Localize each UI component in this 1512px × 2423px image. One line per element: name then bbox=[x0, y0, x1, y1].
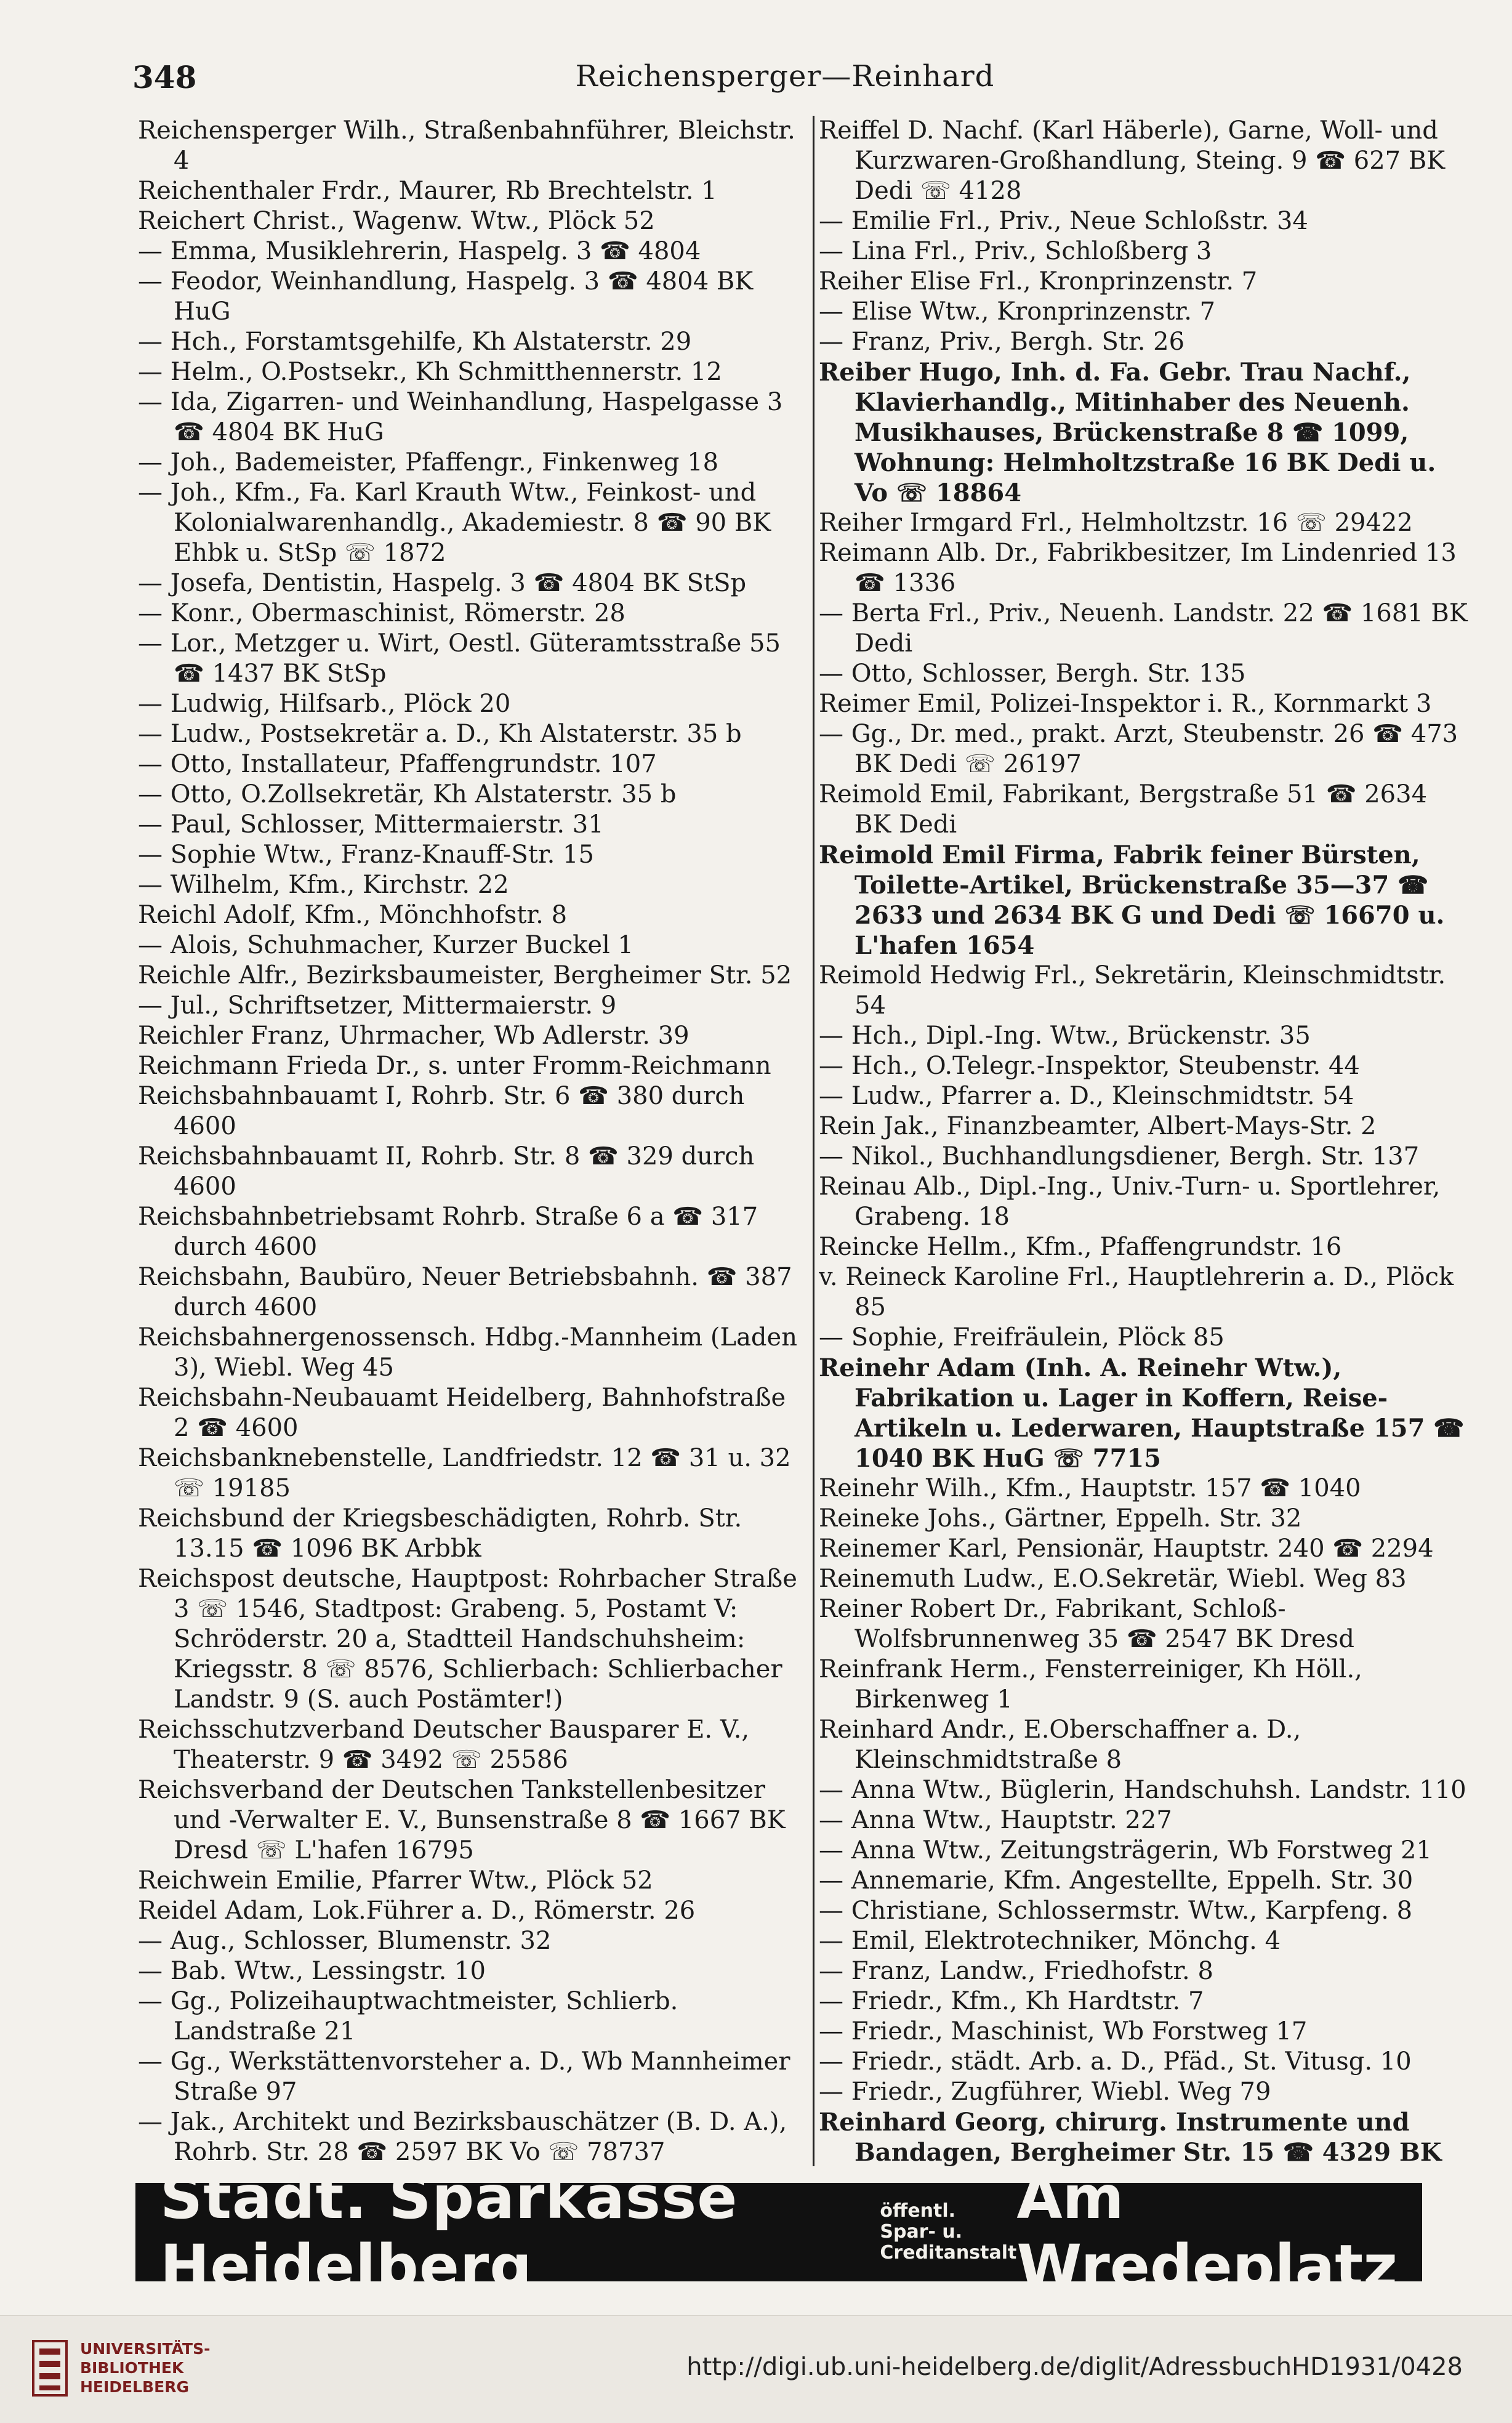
directory-entry: — Emma, Musiklehrerin, Haspelg. 3 ☎ 4804 bbox=[138, 237, 701, 265]
directory-entry: Reichert Christ., Wagenw. Wtw., Plöck 52 bbox=[138, 207, 655, 235]
directory-entry: Reinfrank Herm., Fensterreiniger, Kh Höll., Birkenweg 1 bbox=[819, 1655, 1362, 1714]
directory-entry: v. Reineck Karoline Frl., Hauptlehrerin a. D., Plöck 85 bbox=[819, 1263, 1454, 1321]
banner-small-line2: Creditanstalt bbox=[880, 2242, 1017, 2264]
directory-entry: Reiner Robert Dr., Fabrikant, Schloß-Wolfsbrunnenweg 35 ☎ 2547 BK Dresd bbox=[819, 1595, 1354, 1653]
directory-entry: — Friedr., Maschinist, Wb Forstweg 17 bbox=[819, 2017, 1308, 2046]
sparkasse-advert-banner bbox=[135, 2163, 1422, 2301]
directory-entry: Reinehr Wilh., Kfm., Hauptstr. 157 ☎ 1040 bbox=[819, 1474, 1361, 1502]
library-name bbox=[80, 2339, 210, 2397]
directory-entry: — Ida, Zigarren- und Weinhandlung, Haspelgasse 3 ☎ 4804 BK HuG bbox=[138, 388, 783, 446]
directory-entry: Reichsbund der Kriegsbeschädigten, Rohrb. Str. 13.15 ☎ 1096 BK Arbbk bbox=[138, 1504, 742, 1563]
directory-entry: Reimold Hedwig Frl., Sekretärin, Kleinschmidtstr. 54 bbox=[819, 961, 1446, 1020]
directory-entry: — Anna Wtw., Hauptstr. 227 bbox=[819, 1806, 1172, 1834]
directory-entry: Reinemuth Ludw., E.O.Sekretär, Wiebl. Weg 83 bbox=[819, 1565, 1407, 1593]
directory-entry: Reichsverband der Deutschen Tankstellenbesitzer und -Verwalter E. V., Bunsenstraße 8 ☎ 1667 BK Dresd ☏ L'hafen 16795 bbox=[138, 1776, 786, 1865]
permalink-url[interactable]: http://digi.ub.uni-heidelberg.de/diglit/AdressbuchHD1931/0428 bbox=[686, 2353, 1463, 2381]
directory-entry: — Friedr., städt. Arb. a. D., Pfäd., St. Vitusg. 10 bbox=[819, 2047, 1412, 2076]
directory-entry: — Franz, Landw., Friedhofstr. 8 bbox=[819, 1957, 1213, 1985]
directory-entry: Reichsbahnbauamt II, Rohrb. Str. 8 ☎ 329 durch 4600 bbox=[138, 1142, 755, 1201]
directory-entry: Reichsbahnbauamt I, Rohrb. Str. 6 ☎ 380 durch 4600 bbox=[138, 1082, 745, 1140]
directory-entry: Reichsbanknebenstelle, Landfriedstr. 12 ☎ 31 u. 32 ☏ 19185 bbox=[138, 1444, 791, 1502]
directory-entry: — Emilie Frl., Priv., Neue Schloßstr. 34 bbox=[819, 207, 1308, 235]
directory-entry: — Annemarie, Kfm. Angestellte, Eppelh. Str. 30 bbox=[819, 1866, 1413, 1895]
right-column bbox=[819, 116, 1471, 2166]
directory-entry: Reineke Johs., Gärtner, Eppelh. Str. 32 bbox=[819, 1504, 1302, 1533]
directory-entry: — Nikol., Buchhandlungsdiener, Bergh. Str. 137 bbox=[819, 1142, 1420, 1171]
directory-entry: — Elise Wtw., Kronprinzenstr. 7 bbox=[819, 297, 1216, 326]
directory-entry: Reichle Alfr., Bezirksbaumeister, Bergheimer Str. 52 bbox=[138, 961, 792, 990]
directory-entry: — Ludwig, Hilfsarb., Plöck 20 bbox=[138, 690, 511, 718]
directory-entry: Reimer Emil, Polizei-Inspektor i. R., Kornmarkt 3 bbox=[819, 690, 1432, 718]
directory-entry: Reichsbahnergenossensch. Hdbg.-Mannheim (Laden 3), Wiebl. Weg 45 bbox=[138, 1323, 797, 1382]
directory-entry: — Gg., Polizeihauptwachtmeister, Schlierb. Landstraße 21 bbox=[138, 1987, 678, 2046]
directory-entry: Reidel Adam, Lok.Führer a. D., Römerstr. 26 bbox=[138, 1897, 696, 1925]
directory-entry: — Bab. Wtw., Lessingstr. 10 bbox=[138, 1957, 486, 1985]
directory-entry: Reichensperger Wilh., Straßenbahnführer, Bleichstr. 4 bbox=[138, 116, 795, 175]
library-seal-icon bbox=[32, 2340, 68, 2397]
running-head: Reichensperger—Reinhard bbox=[575, 59, 995, 94]
directory-entry: Reimann Alb. Dr., Fabrikbesitzer, Im Lindenried 13 ☎ 1336 bbox=[819, 539, 1457, 597]
directory-entry-bold: Reiber Hugo, Inh. d. Fa. Gebr. Trau Nachf., Klavierhandlg., Mitinhaber des Neuenh. Musikhauses, Brückenstraße 8 ☎ 1099, Wohnung: Helmholtzstraße 16 BK Dedi u. Vo ☏ 18864 bbox=[819, 358, 1436, 507]
left-column bbox=[138, 116, 808, 2166]
directory-entry: — Lina Frl., Priv., Schloßberg 3 bbox=[819, 237, 1212, 265]
directory-entry: Reichl Adolf, Kfm., Mönchhofstr. 8 bbox=[138, 901, 568, 929]
directory-entry: — Christiane, Schlossermstr. Wtw., Karpfeng. 8 bbox=[819, 1897, 1413, 1925]
banner-small-text bbox=[880, 2201, 1016, 2264]
directory-entry: Reichenthaler Frdr., Maurer, Rb Brechtelstr. 1 bbox=[138, 177, 717, 205]
library-logo[interactable] bbox=[32, 2339, 210, 2397]
directory-entry: — Helm., O.Postsekr., Kh Schmitthennerstr. 12 bbox=[138, 358, 722, 386]
directory-entry: Reichsbahn-Neubauamt Heidelberg, Bahnhofstraße 2 ☎ 4600 bbox=[138, 1384, 786, 1442]
directory-entry: — Friedr., Zugführer, Wiebl. Weg 79 bbox=[819, 2078, 1271, 2106]
directory-entry: — Hch., Dipl.-Ing. Wtw., Brückenstr. 35 bbox=[819, 1022, 1311, 1050]
directory-entry: — Gg., Werkstättenvorsteher a. D., Wb Mannheimer Straße 97 bbox=[138, 2047, 790, 2106]
column-divider bbox=[813, 116, 814, 2166]
directory-entry: Reinemer Karl, Pensionär, Hauptstr. 240 ☎ 2294 bbox=[819, 1534, 1434, 1563]
directory-entry: Reichwein Emilie, Pfarrer Wtw., Plöck 52 bbox=[138, 1866, 653, 1895]
page-number: 348 bbox=[132, 59, 197, 95]
directory-entry: — Aug., Schlosser, Blumenstr. 32 bbox=[138, 1927, 552, 1955]
banner-small-line1: öffentl. Spar- u. bbox=[880, 2200, 963, 2243]
directory-entry: Reinhard Andr., E.Oberschaffner a. D., Kleinschmidtstraße 8 bbox=[819, 1715, 1301, 1774]
page-header bbox=[132, 59, 1438, 108]
directory-entry: — Joh., Kfm., Fa. Karl Krauth Wtw., Feinkost- und Kolonialwarenhandlg., Akademiestr. 8 ☎ 90 BK Ehbk u. StSp ☏ 1872 bbox=[138, 478, 771, 567]
directory-entry: — Anna Wtw., Zeitungsträgerin, Wb Forstweg 21 bbox=[819, 1836, 1432, 1865]
directory-entry: Reimold Emil, Fabrikant, Bergstraße 51 ☎ 2634 BK Dedi bbox=[819, 780, 1428, 839]
directory-entry: Reinau Alb., Dipl.-Ing., Univ.-Turn- u. Sportlehrer, Grabeng. 18 bbox=[819, 1172, 1441, 1231]
directory-entry-bold: Reimold Emil Firma, Fabrik feiner Bürsten, Toilette-Artikel, Brückenstraße 35—37 ☎ 2633 und 2634 BK G und Dedi ☏ 16670 u. L'hafen 1654 bbox=[819, 841, 1445, 960]
directory-entry: — Lor., Metzger u. Wirt, Oestl. Güteramtsstraße 55 ☎ 1437 BK StSp bbox=[138, 629, 781, 688]
directory-entry: Reichsbahn, Baubüro, Neuer Betriebsbahnh. ☎ 387 durch 4600 bbox=[138, 1263, 792, 1321]
directory-entry: Reiher Elise Frl., Kronprinzenstr. 7 bbox=[819, 267, 1258, 296]
directory-entry: — Paul, Schlosser, Mittermaierstr. 31 bbox=[138, 810, 604, 839]
directory-entry: — Emil, Elektrotechniker, Mönchg. 4 bbox=[819, 1927, 1281, 1955]
library-name-line2: BIBLIOTHEK bbox=[80, 2359, 184, 2377]
directory-entry: Reichmann Frieda Dr., s. unter Fromm-Reichmann bbox=[138, 1052, 771, 1080]
directory-entry: Reincke Hellm., Kfm., Pfaffengrundstr. 16 bbox=[819, 1233, 1342, 1261]
directory-entry: Reichsbahnbetriebsamt Rohrb. Straße 6 a ☎ 317 durch 4600 bbox=[138, 1203, 758, 1261]
directory-entry: — Hch., O.Telegr.-Inspektor, Steubenstr. 44 bbox=[819, 1052, 1360, 1080]
directory-entry: Reichspost deutsche, Hauptpost: Rohrbacher Straße 3 ☏ 1546, Stadtpost: Grabeng. 5, Postamt V: Schröderstr. 20 a, Stadtteil Handschuhsheim: Kriegsstr. 8 ☏ 8576, Schlierbach: Schlierbacher Landstr. 9 (S. auch Postämter!) bbox=[138, 1565, 797, 1714]
banner-right-text: Am Wredeplatz bbox=[1016, 2163, 1397, 2301]
directory-entry: — Josefa, Dentistin, Haspelg. 3 ☎ 4804 BK StSp bbox=[138, 569, 747, 597]
directory-entry: — Ludw., Pfarrer a. D., Kleinschmidtstr. 54 bbox=[819, 1082, 1354, 1110]
library-name-line1: UNIVERSITÄTS- bbox=[80, 2340, 211, 2358]
directory-entry: Reiher Irmgard Frl., Helmholtzstr. 16 ☏ 29422 bbox=[819, 509, 1413, 537]
directory-entry: Rein Jak., Finanzbeamter, Albert-Mays-Str. 2 bbox=[819, 1112, 1377, 1140]
directory-entry: — Otto, Schlosser, Bergh. Str. 135 bbox=[819, 659, 1246, 688]
directory-entry: — Wilhelm, Kfm., Kirchstr. 22 bbox=[138, 871, 509, 899]
directory-entry: — Ludw., Postsekretär a. D., Kh Alstaterstr. 35 b bbox=[138, 720, 742, 748]
directory-entry: — Anna Wtw., Büglerin, Handschuhsh. Landstr. 110 bbox=[819, 1776, 1466, 1804]
directory-entry-bold: Reinehr Adam (Inh. A. Reinehr Wtw.), Fabrikation u. Lager in Koffern, Reise-Artikeln u. Lederwaren, Hauptstraße 157 ☎ 1040 BK HuG ☏ 7715 bbox=[819, 1353, 1465, 1473]
directory-entry: — Berta Frl., Priv., Neuenh. Landstr. 22 ☎ 1681 BK Dedi bbox=[819, 599, 1468, 658]
directory-entry: — Otto, O.Zollsekretär, Kh Alstaterstr. 35 b bbox=[138, 780, 677, 808]
directory-entry: — Gg., Dr. med., prakt. Arzt, Steubenstr. 26 ☎ 473 BK Dedi ☏ 26197 bbox=[819, 720, 1458, 778]
directory-entry: — Hch., Forstamtsgehilfe, Kh Alstaterstr. 29 bbox=[138, 328, 692, 356]
directory-entry: — Konr., Obermaschinist, Römerstr. 28 bbox=[138, 599, 625, 627]
directory-entry: — Sophie Wtw., Franz-Knauff-Str. 15 bbox=[138, 841, 594, 869]
directory-entry: — Feodor, Weinhandlung, Haspelg. 3 ☎ 4804 BK HuG bbox=[138, 267, 754, 326]
directory-entry: Reiffel D. Nachf. (Karl Häberle), Garne, Woll- und Kurzwaren-Großhandlung, Steing. 9 ☎ 627 BK Dedi ☏ 4128 bbox=[819, 116, 1446, 205]
directory-entry: — Franz, Priv., Bergh. Str. 26 bbox=[819, 328, 1185, 356]
directory-entry: Reichler Franz, Uhrmacher, Wb Adlerstr. 39 bbox=[138, 1022, 690, 1050]
directory-entry: — Sophie, Freifräulein, Plöck 85 bbox=[819, 1323, 1224, 1352]
directory-entry-bold: Reinhard Georg, chirurg. Instrumente und Bandagen, Bergheimer Str. 15 ☎ 4329 BK bbox=[819, 2108, 1442, 2166]
directory-entry: — Otto, Installateur, Pfaffengrundstr. 107 bbox=[138, 750, 657, 778]
directory-entry: — Jak., Architekt und Bezirksbauschätzer (B. D. A.), Rohrb. Str. 28 ☎ 2597 BK Vo ☏ 78737 bbox=[138, 2108, 787, 2166]
library-name-line3: HEIDELBERG bbox=[80, 2378, 189, 2396]
directory-entry: — Alois, Schuhmacher, Kurzer Buckel 1 bbox=[138, 931, 633, 959]
directory-entry: — Jul., Schriftsetzer, Mittermaierstr. 9 bbox=[138, 991, 617, 1020]
viewer-footer bbox=[0, 2315, 1512, 2423]
directory-entry: Reichsschutzverband Deutscher Bausparer E. V., Theaterstr. 9 ☎ 3492 ☏ 25586 bbox=[138, 1715, 750, 1774]
directory-entry: — Friedr., Kfm., Kh Hardtstr. 7 bbox=[819, 1987, 1204, 2015]
directory-entry: — Joh., Bademeister, Pfaffengr., Finkenweg 18 bbox=[138, 448, 719, 477]
banner-main-text: Städt. Sparkasse Heidelberg bbox=[160, 2163, 738, 2301]
